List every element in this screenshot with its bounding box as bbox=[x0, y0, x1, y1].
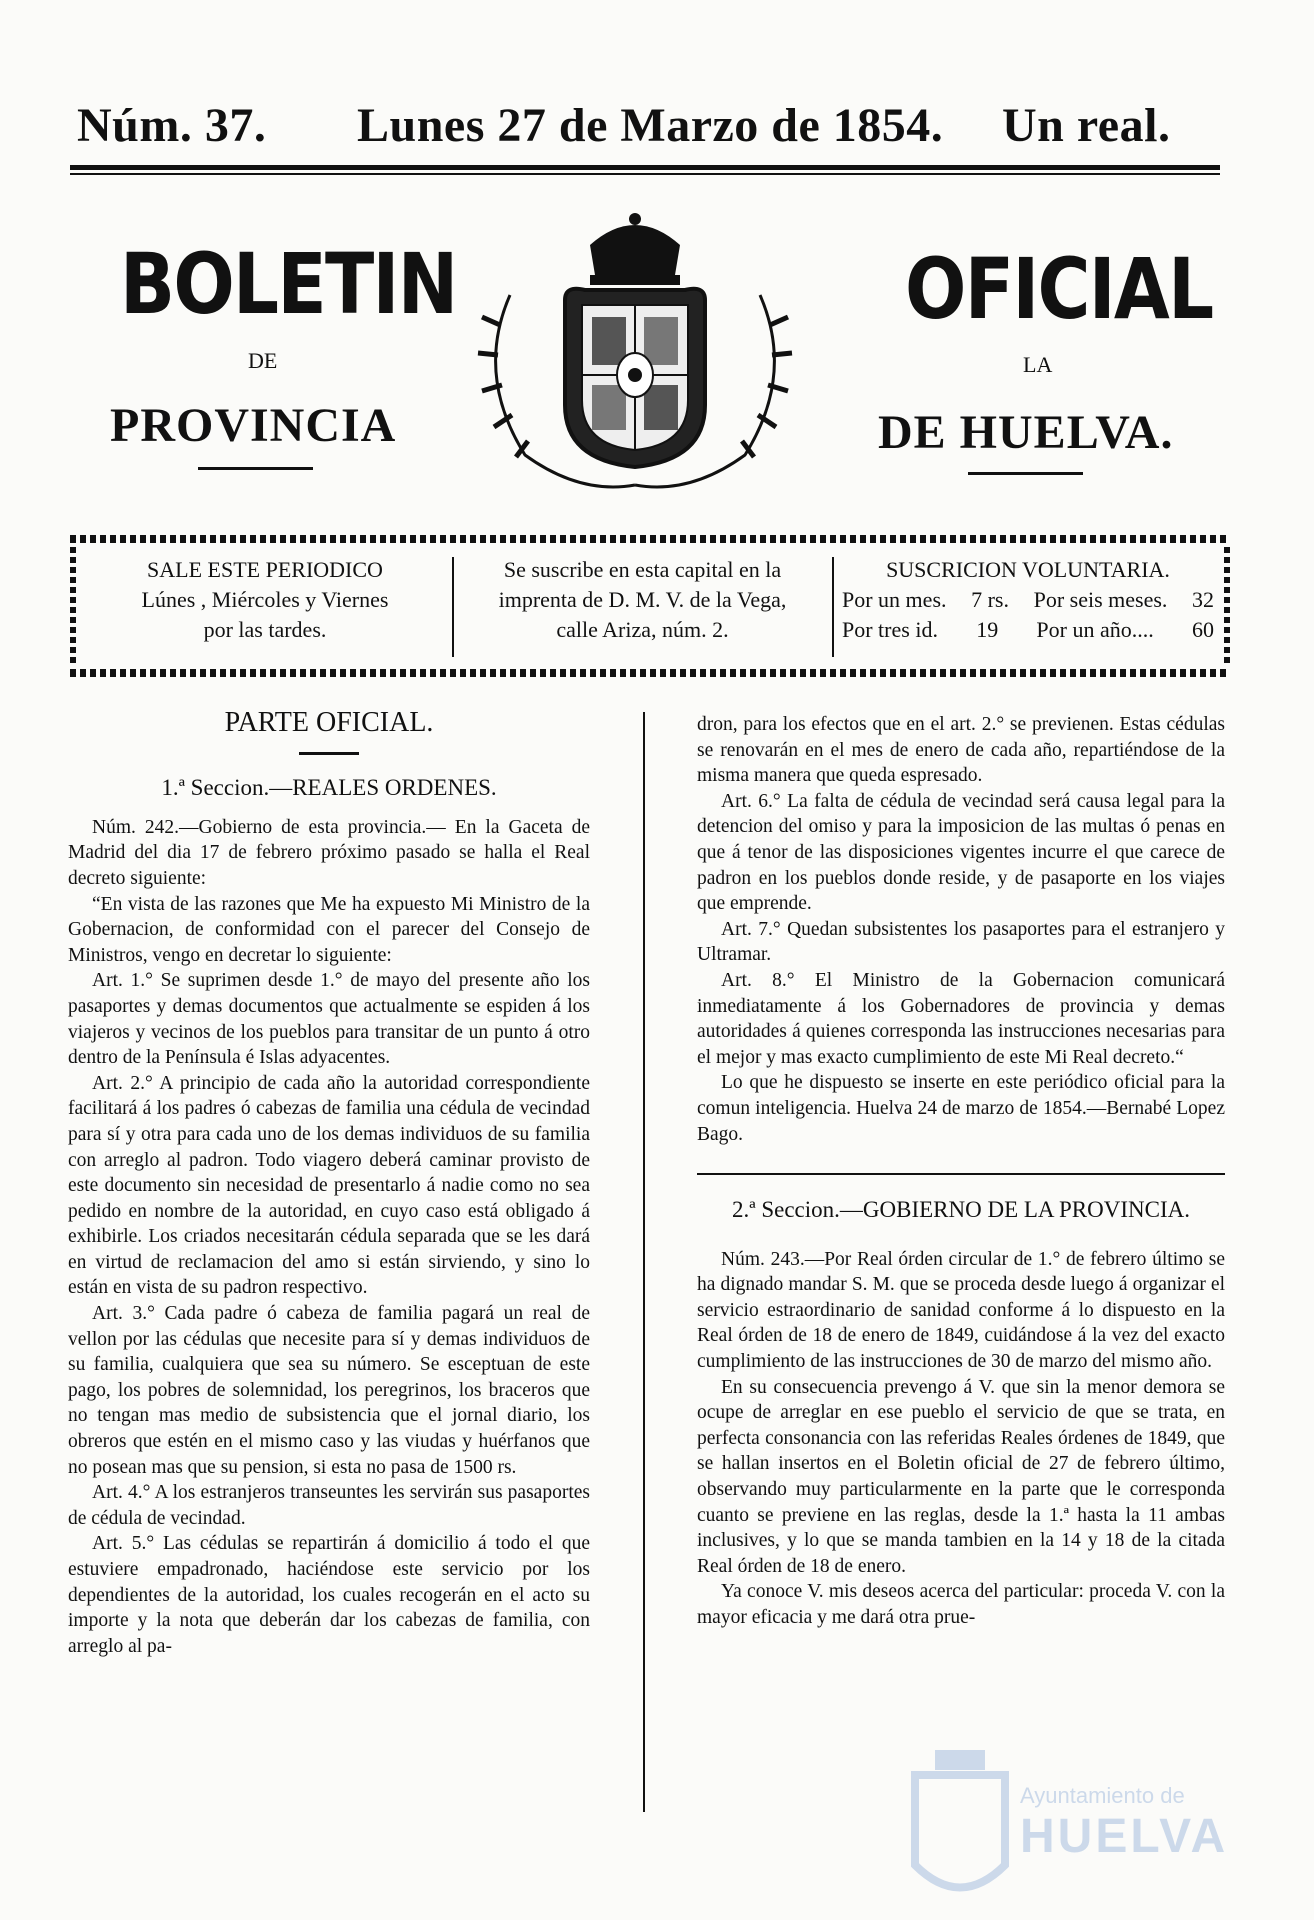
masthead-rule-thin bbox=[70, 173, 1220, 175]
section-rule bbox=[697, 1173, 1225, 1175]
article-paragraph: Núm. 242.—Gobierno de esta provincia.— En la Gaceta de Madrid del dia 17 de febrero próximo pasado se halla el Real decreto siguiente: bbox=[68, 816, 590, 889]
price-amount: 32 bbox=[1192, 587, 1214, 612]
article-paragraph: “En vista de las razones que Me ha expuesto Mi Ministro de la Gobernacion, de conformidad con el parecer del Consejo de Ministros, vengo en decretar lo siguiente: bbox=[68, 893, 590, 966]
schedule-line: Lúnes , Miércoles y Viernes bbox=[141, 587, 389, 612]
article-paragraph: Art. 3.° Cada padre ó cabeza de familia pagará un real de vellon por las cédulas que necesite para sí y demas individuos de su familia, cualquiera que sea su número. Se esceptuan de este pago, los pobres de solemnidad, los peregrinos, los braceros que no tengan mas medio de subsistencia que el jornal diario, los obreros que estén en el mismo caso y las viudas y huérfanos que no posean mas que su pension, si esta no pasa de 1500 rs. bbox=[68, 1303, 590, 1478]
price-period: Por seis meses. bbox=[1033, 587, 1168, 612]
subscription-info-box bbox=[70, 535, 1230, 677]
box-border-left bbox=[70, 547, 76, 665]
place-line: imprenta de D. M. V. de la Vega, bbox=[498, 587, 787, 612]
title-oficial: OFICIAL bbox=[905, 240, 1213, 338]
title-boletin: BOLETIN bbox=[120, 235, 457, 333]
publication-schedule bbox=[90, 555, 440, 645]
article-paragraph: Art. 6.° La falta de cédula de vecindad será causa legal para la detencion del omiso y para la imposicion de las multas ó penas en que á tenor de las disposiciones vigentes incurre el que carece de padron en los pueblos donde reside, y de pasaporte en los viajes que emprende. bbox=[697, 790, 1225, 915]
article-paragraph: Lo que he dispuesto se inserte en este periódico oficial para la comun inteligencia. Huelva 24 de marzo de 1854.—Bernabé Lopez Bago. bbox=[697, 1072, 1225, 1145]
subscription-place bbox=[465, 555, 820, 645]
title-provincia: PROVINCIA bbox=[110, 399, 397, 452]
article-paragraph: Art. 5.° Las cédulas se repartirán á domicilio á todo el que estuviere empadronado, haciéndose este servicio por los dependientes de la autoridad, los cuales recogerán en el acto su importe y la nota que deberán dar los cabezas de familia, con arreglo al pa- bbox=[68, 1533, 590, 1657]
price-row bbox=[842, 585, 1214, 615]
box-divider bbox=[452, 557, 454, 657]
masthead-rule bbox=[70, 165, 1220, 170]
price-period: Por tres id. bbox=[842, 617, 938, 642]
article-paragraph: Art. 8.° El Ministro de la Gobernacion comunicará inmediatamente á los Gobernadores de provincia y demas autoridades á quienes corresponda las instrucciones necesarias para el mejor y mas exacto cumplimiento de este Mi Real decreto.“ bbox=[697, 969, 1225, 1068]
left-column bbox=[68, 707, 590, 1659]
price-row bbox=[842, 615, 1214, 645]
article-paragraph: Art. 7.° Quedan subsistentes los pasaportes para el estranjero y Ultramar. bbox=[697, 918, 1225, 966]
right-column bbox=[697, 712, 1225, 1631]
price-amount: 19 bbox=[976, 617, 999, 642]
title-la: LA bbox=[1023, 352, 1053, 377]
box-border-top bbox=[70, 535, 1230, 543]
price-period: Por un año.... bbox=[1036, 617, 1154, 642]
coat-of-arms-icon bbox=[470, 205, 800, 500]
watermark-title: HUELVA bbox=[1020, 1810, 1229, 1863]
huelva-crest-icon bbox=[905, 1745, 1015, 1910]
ornament-left bbox=[198, 467, 313, 470]
subsection-title: 2.ª Seccion.—GOBIERNO DE LA PROVINCIA. bbox=[731, 1197, 1190, 1223]
box-border-right bbox=[1224, 547, 1230, 665]
article-paragraph: Art. 1.° Se suprimen desde 1.° de mayo del presente año los pasaportes y demas documentos que actualmente se espiden á los viajeros y vecinos de los pueblos para transitar de un punto á otro dentro de la Península é Islas adyacentes. bbox=[68, 970, 590, 1069]
schedule-line: por las tardes. bbox=[203, 617, 327, 642]
watermark-caption: Ayuntamiento de bbox=[1020, 1783, 1185, 1808]
article-paragraph: Ya conoce V. mis deseos acerca del particular: proceda V. con la mayor eficacia y me dará otra prue- bbox=[697, 1581, 1225, 1628]
price-amount: 7 rs. bbox=[971, 587, 1009, 612]
section-heading: PARTE OFICIAL. bbox=[224, 707, 434, 738]
box-border-bottom bbox=[70, 669, 1230, 677]
column-divider bbox=[643, 712, 645, 1812]
box-divider bbox=[832, 557, 834, 657]
price-amount: 60 bbox=[1191, 617, 1214, 642]
title-de-huelva: DE HUELVA. bbox=[878, 406, 1174, 459]
ornament-right bbox=[968, 472, 1083, 475]
article-paragraph: En su consecuencia prevengo á V. que sin la menor demora se ocupe de arreglar en ese pueblo el servicio de que se trata, en perfecta consonancia con las referidas Reales órdenes de 1849, que se hallan insertos en el Boletin oficial de 27 de febrero último, observando muy particularmente en la parte que le corresponda cuanto se previene en las reglas, desde la 1.ª hasta la 11 ambas inclusives, y lo que se manda tambien en la 14 y 18 de la citada Real órden de 18 de enero. bbox=[697, 1376, 1225, 1577]
subsection-title: 1.ª Seccion.—REALES ORDENES. bbox=[161, 775, 497, 801]
article-paragraph: Art. 4.° A los estranjeros transeuntes les servirán sus pasaportes de cédula de vecindad. bbox=[68, 1482, 590, 1529]
issue-price: Un real. bbox=[1002, 99, 1171, 152]
schedule-line: SALE ESTE PERIODICO bbox=[147, 557, 383, 582]
price-period: Por un mes. bbox=[842, 587, 947, 612]
article-paragraph: Art. 2.° A principio de cada año la autoridad correspondiente facilitará á los padres ó cabezas de familia una cédula de vecindad para sí y otra para cada uno de los demas individuos de su familia con arreglo al padron. Todo viagero deberá caminar provisto de este documento sin necesidad de presentarlo á nadie como no sea pedido en nombre de la autoridad, en cuyo caso está obligado á exhibirle. Los criados necesitarán cédula separada que se les dará en virtud de reclamacion del amo si están sirviendo, y sino lo están en vista de su padron respectivo. bbox=[68, 1072, 590, 1299]
prices-title: SUSCRICION VOLUNTARIA. bbox=[886, 557, 1170, 582]
place-line: Se suscribe en esta capital en la bbox=[503, 557, 782, 582]
subscription-prices bbox=[842, 555, 1214, 645]
article-paragraph: Núm. 243.—Por Real órden circular de 1.° de febrero último se ha dignado mandar S. M. que se proceda desde luego á organizar el servicio estraordinario de sanidad conforme á lo dispuesto en la Real órden de 18 de enero de 1849, cuidándose á la vez del exacto cumplimiento de las instrucciones de 30 de marzo del mismo año. bbox=[697, 1248, 1225, 1373]
title-de: DE bbox=[248, 348, 278, 373]
place-line: calle Ariza, núm. 2. bbox=[556, 617, 729, 642]
archive-watermark bbox=[905, 1745, 1235, 1915]
issue-number: Núm. 37. bbox=[77, 99, 267, 152]
article-paragraph: dron, para los efectos que en el art. 2.° se previenen. Estas cédulas se renovarán en el mes de enero de cada año, repartiéndose de la misma manera que queda espresado. bbox=[697, 714, 1225, 787]
issue-date: Lunes 27 de Marzo de 1854. bbox=[357, 99, 944, 152]
heading-ornament bbox=[68, 740, 590, 766]
